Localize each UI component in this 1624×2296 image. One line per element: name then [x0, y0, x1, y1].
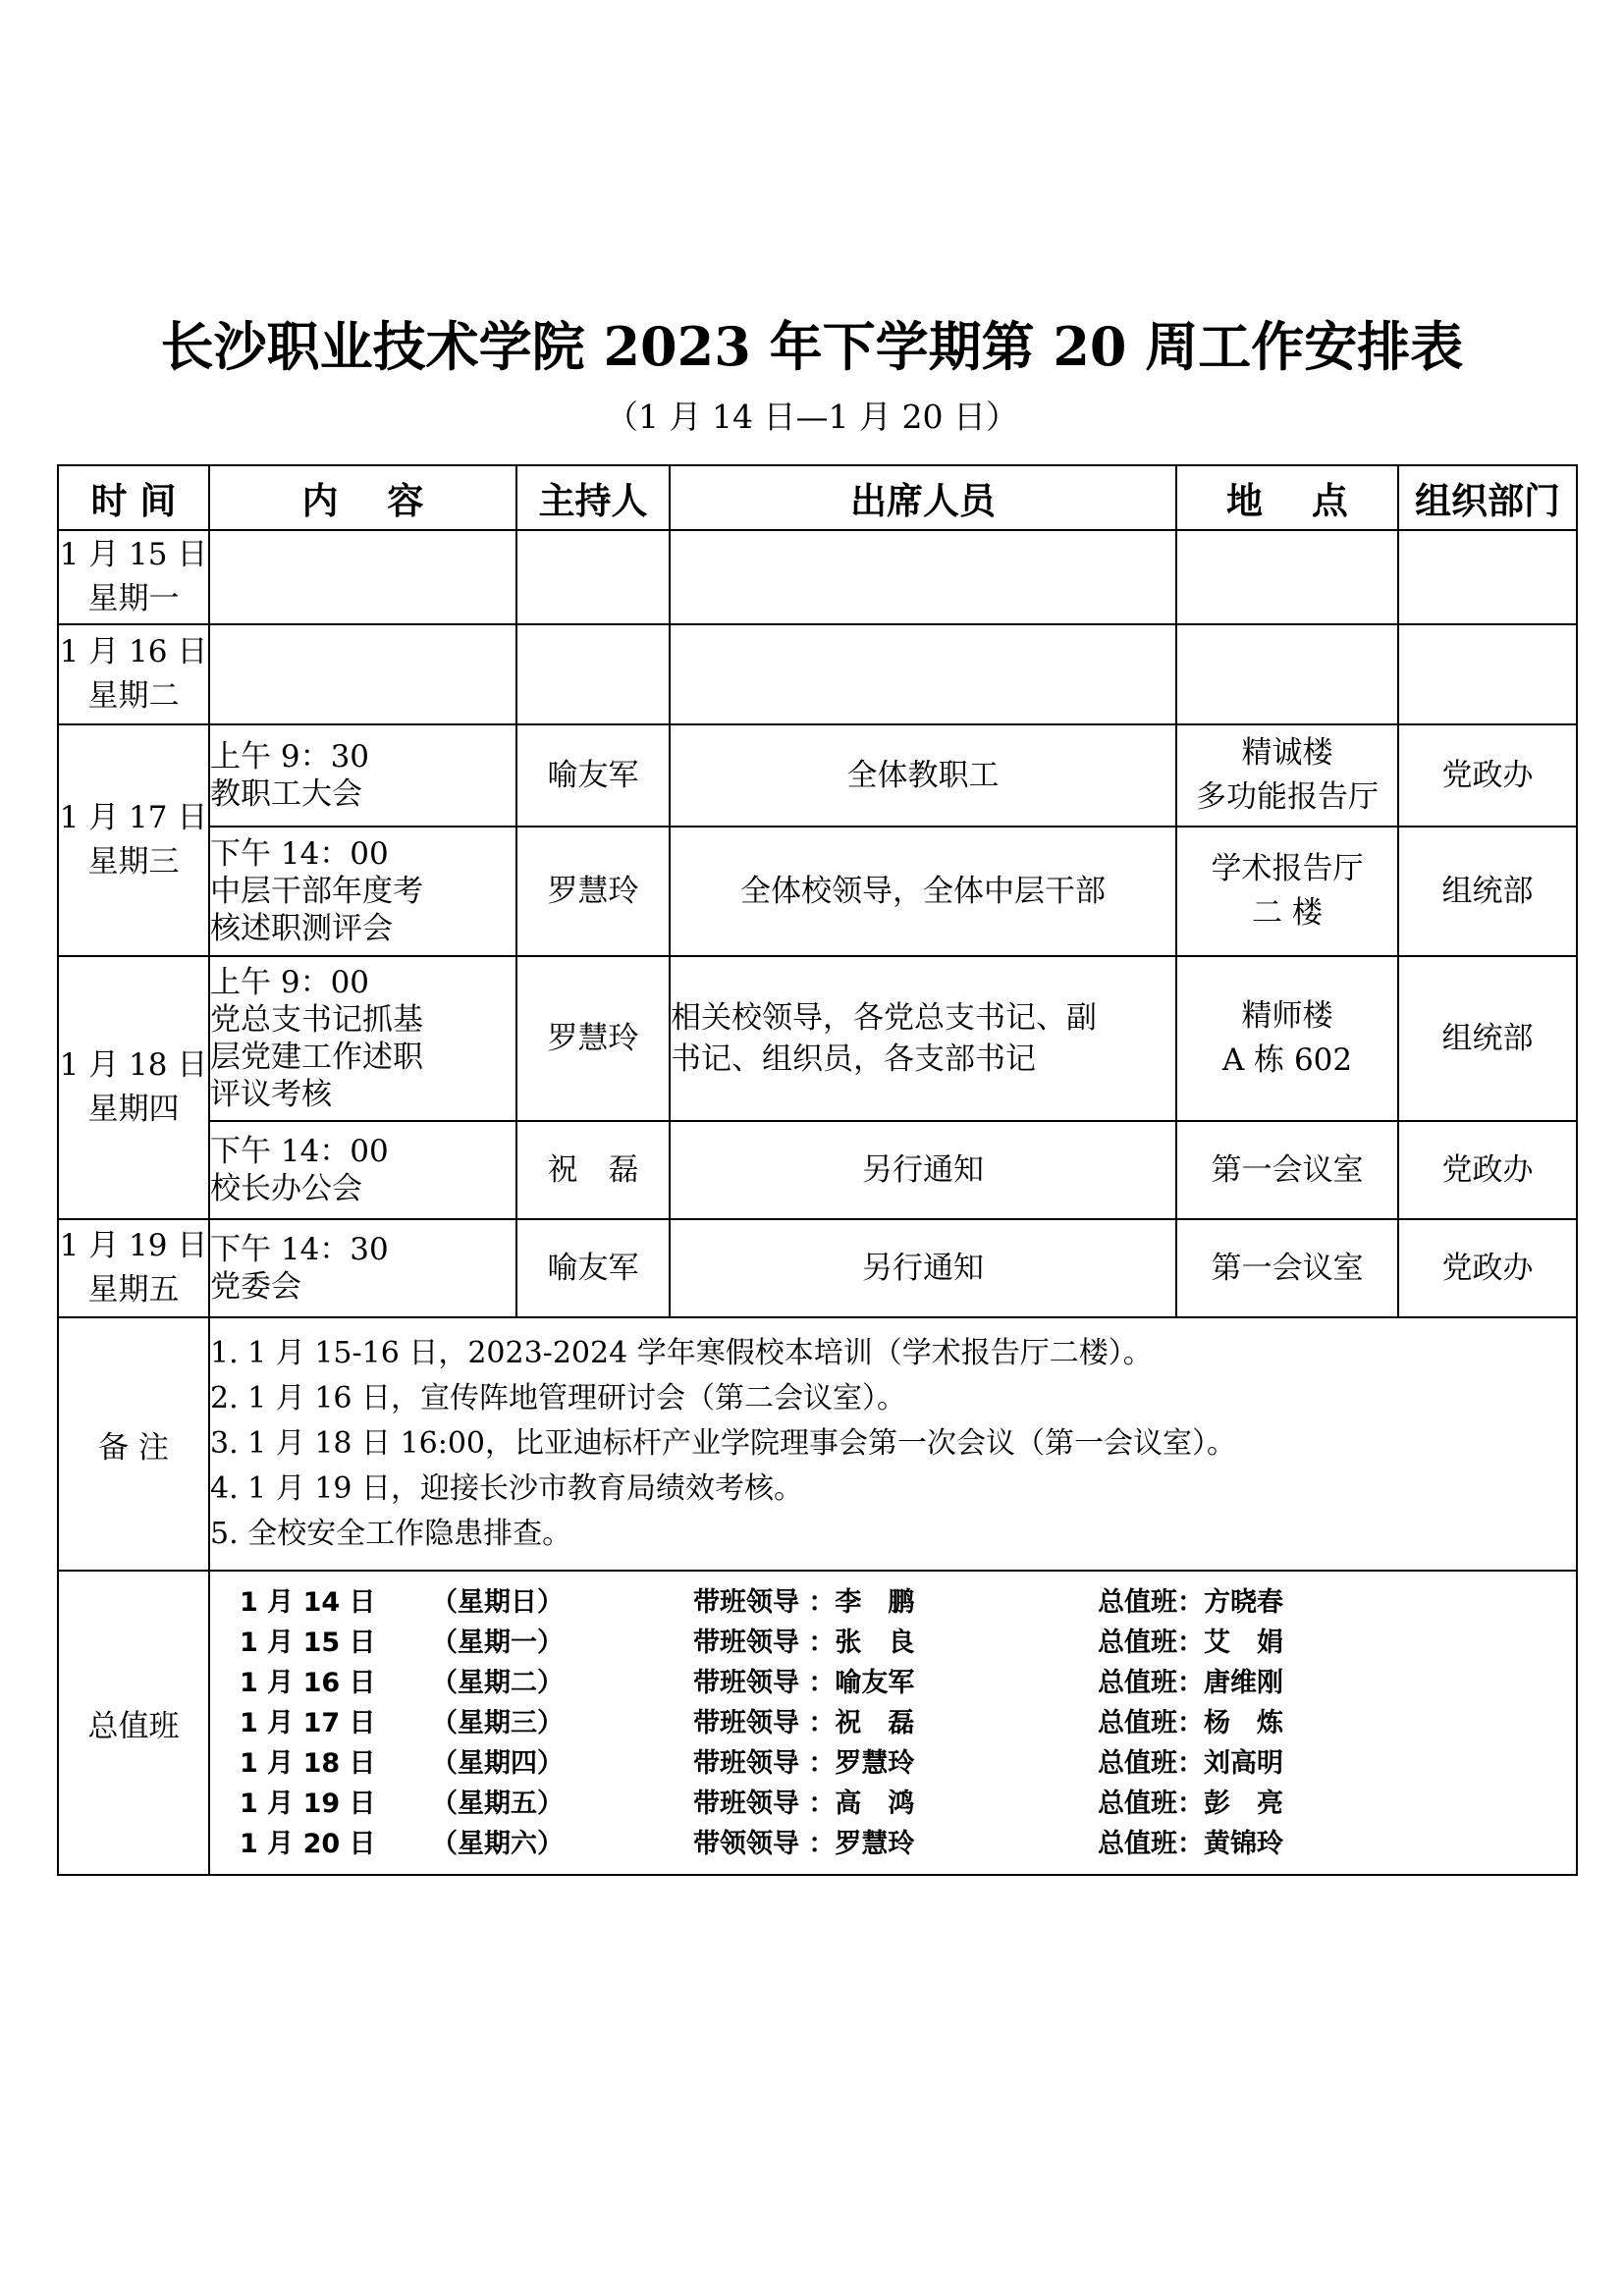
- duty-date: 1 月 18 日: [240, 1747, 376, 1779]
- event-time: 下午 14：30: [210, 1232, 389, 1267]
- event-title: 教职工大会: [210, 776, 362, 812]
- table-row: [58, 724, 1577, 827]
- event-host: 罗慧玲: [516, 956, 670, 1121]
- table-row: [58, 530, 1577, 624]
- remark-item: 1. 1 月 15-16 日，2023-2024 学年寒假校本培训（学术报告厅二楼）。: [210, 1336, 1153, 1370]
- remark-item: 4. 1 月 19 日，迎接长沙市教育局绩效考核。: [210, 1471, 804, 1506]
- event-title: 核述职测评会: [210, 911, 393, 946]
- day-weekday: 星期二: [87, 678, 180, 714]
- day-date: 1 月 17 日: [59, 800, 208, 835]
- duty-leader: 带班领导 ：李 鹏: [693, 1586, 915, 1618]
- header-attendees: 出席人员: [670, 465, 1176, 530]
- day-cell: [58, 530, 209, 624]
- header-dept: 组织部门: [1398, 465, 1577, 530]
- remark-item: 2. 1 月 16 日，宣传阵地管理研讨会（第二会议室）。: [210, 1381, 907, 1415]
- duty-officer: 总值班：杨 炼: [1098, 1707, 1283, 1738]
- header-time: 时 间: [58, 465, 209, 530]
- event-dept: 组统部: [1398, 827, 1577, 956]
- empty-cell: [1176, 530, 1398, 624]
- duty-row: [210, 1582, 1576, 1623]
- duty-officer: 总值班：彭 亮: [1098, 1788, 1283, 1819]
- header-location: 地 点: [1176, 465, 1398, 530]
- event-title: 党总支书记抓基: [210, 1002, 423, 1038]
- location-line: 精诚楼: [1241, 735, 1333, 771]
- event-attendees: [670, 956, 1176, 1121]
- event-title: 评议考核: [210, 1077, 332, 1112]
- duty-leader: 带班领导 ：喻友军: [693, 1667, 915, 1698]
- duty-weekday: （星期一）: [431, 1627, 564, 1658]
- event-attendees: 全体教职工: [670, 724, 1176, 827]
- event-time: 下午 14：00: [210, 1134, 389, 1169]
- location-line: A 栋 602: [1221, 1042, 1353, 1078]
- event-attendees: 另行通知: [670, 1219, 1176, 1317]
- location-line: 精师楼: [1241, 998, 1333, 1034]
- page-title: 长沙职业技术学院 2023 年下学期第 20 周工作安排表: [160, 315, 1464, 378]
- event-title: 层党建工作述职: [210, 1040, 423, 1075]
- duty-officer: 总值班：艾 娟: [1098, 1627, 1283, 1658]
- duty-row: [210, 1623, 1576, 1663]
- duty-weekday: （星期日）: [431, 1586, 564, 1618]
- remarks-label: 备 注: [58, 1317, 209, 1571]
- duty-row: [210, 1784, 1576, 1824]
- duty-row: [210, 1824, 1576, 1864]
- day-cell: [58, 624, 209, 724]
- header-row: [58, 465, 1577, 530]
- page-subtitle: （1 月 14 日—1 月 20 日）: [606, 398, 1018, 436]
- event-host: 喻友军: [516, 724, 670, 827]
- event-title: 中层干部年度考: [210, 874, 423, 909]
- event-content: [209, 1219, 516, 1317]
- duty-date: 1 月 16 日: [240, 1667, 376, 1698]
- event-title: 党委会: [210, 1269, 301, 1305]
- duty-leader: 带班领导 ：罗慧玲: [693, 1747, 915, 1779]
- empty-cell: [209, 530, 516, 624]
- duty-weekday: （星期二）: [431, 1667, 564, 1698]
- table-row: [58, 1121, 1577, 1219]
- event-location: 第一会议室: [1176, 1219, 1398, 1317]
- event-dept: 党政办: [1398, 1219, 1577, 1317]
- duty-label: 总值班: [58, 1571, 209, 1875]
- duty-officer: 总值班：唐维刚: [1098, 1667, 1283, 1698]
- duty-row: [210, 1663, 1576, 1703]
- duty-date: 1 月 20 日: [240, 1828, 376, 1859]
- duty-officer: 总值班：黄锦玲: [1098, 1828, 1283, 1859]
- attendee-line: 相关校领导，各党总支书记、副: [671, 1000, 1097, 1036]
- duty-date: 1 月 15 日: [240, 1627, 376, 1658]
- duty-date: 1 月 19 日: [240, 1788, 376, 1819]
- empty-cell: [1398, 530, 1577, 624]
- event-location: [1176, 956, 1398, 1121]
- day-cell: [58, 724, 209, 956]
- duty-weekday: （星期三）: [431, 1707, 564, 1738]
- event-attendees: 另行通知: [670, 1121, 1176, 1219]
- empty-cell: [670, 624, 1176, 724]
- attendee-line: 书记、组织员，各支部书记: [671, 1041, 1036, 1077]
- duty-row: [210, 1703, 1576, 1743]
- duty-weekday: （星期四）: [431, 1747, 564, 1779]
- header-content: 内 容: [209, 465, 516, 530]
- event-time: 下午 14：00: [210, 836, 389, 872]
- event-host: 罗慧玲: [516, 827, 670, 956]
- event-time: 上午 9：00: [210, 965, 370, 1000]
- day-weekday: 星期三: [87, 844, 180, 880]
- empty-cell: [1398, 624, 1577, 724]
- event-content: [209, 1121, 516, 1219]
- event-dept: 党政办: [1398, 724, 1577, 827]
- table-row: [58, 1219, 1577, 1317]
- event-location: [1176, 827, 1398, 956]
- day-weekday: 星期四: [87, 1092, 180, 1127]
- event-title: 校长办公会: [210, 1171, 362, 1206]
- header-host: 主持人: [516, 465, 670, 530]
- remark-item: 5. 全校安全工作隐患排查。: [210, 1517, 572, 1551]
- day-date: 1 月 15 日: [59, 537, 208, 572]
- duty-date: 1 月 17 日: [240, 1707, 376, 1738]
- event-content: [209, 724, 516, 827]
- event-host: 祝 磊: [516, 1121, 670, 1219]
- schedule-table: [57, 464, 1578, 1876]
- duty-leader: 带班领导 ：张 良: [693, 1627, 915, 1658]
- table-row: [58, 827, 1577, 956]
- table-row: [58, 956, 1577, 1121]
- location-line: 二 楼: [1252, 895, 1323, 931]
- day-weekday: 星期一: [87, 581, 180, 616]
- location-line: 多功能报告厅: [1196, 779, 1379, 815]
- event-dept: 组统部: [1398, 956, 1577, 1121]
- duty-weekday: （星期五）: [431, 1788, 564, 1819]
- duty-row-group: [58, 1571, 1577, 1875]
- duty-officer: 总值班：刘高明: [1098, 1747, 1283, 1779]
- table-row: [58, 624, 1577, 724]
- duty-leader: 带领领导 ：罗慧玲: [693, 1828, 915, 1859]
- location-line: 学术报告厅: [1211, 851, 1364, 886]
- empty-cell: [516, 624, 670, 724]
- event-host: 喻友军: [516, 1219, 670, 1317]
- day-cell: [58, 956, 209, 1219]
- empty-cell: [516, 530, 670, 624]
- duty-row: [210, 1743, 1576, 1784]
- event-dept: 党政办: [1398, 1121, 1577, 1219]
- day-date: 1 月 16 日: [59, 634, 208, 669]
- empty-cell: [1176, 624, 1398, 724]
- event-location: 第一会议室: [1176, 1121, 1398, 1219]
- day-cell: [58, 1219, 209, 1317]
- day-date: 1 月 19 日: [59, 1228, 208, 1263]
- event-content: [209, 956, 516, 1121]
- duty-officer: 总值班：方晓春: [1098, 1586, 1283, 1618]
- duty-weekday: （星期六）: [431, 1828, 564, 1859]
- duty-leader: 带班领导 ：祝 磊: [693, 1707, 915, 1738]
- duty-roster: [209, 1571, 1577, 1875]
- event-content: [209, 827, 516, 956]
- empty-cell: [670, 530, 1176, 624]
- remarks-row: [58, 1317, 1577, 1571]
- duty-date: 1 月 14 日: [240, 1586, 376, 1618]
- event-attendees: 全体校领导，全体中层干部: [670, 827, 1176, 956]
- day-weekday: 星期五: [87, 1272, 180, 1308]
- remark-item: 3. 1 月 18 日 16:00，比亚迪标杆产业学院理事会第一次会议（第一会议室）。: [210, 1426, 1237, 1461]
- duty-leader: 带班领导 ：高 鸿: [693, 1788, 915, 1819]
- empty-cell: [209, 624, 516, 724]
- event-location: [1176, 724, 1398, 827]
- event-time: 上午 9：30: [210, 739, 370, 774]
- day-date: 1 月 18 日: [59, 1047, 208, 1083]
- remarks-list: [209, 1317, 1577, 1571]
